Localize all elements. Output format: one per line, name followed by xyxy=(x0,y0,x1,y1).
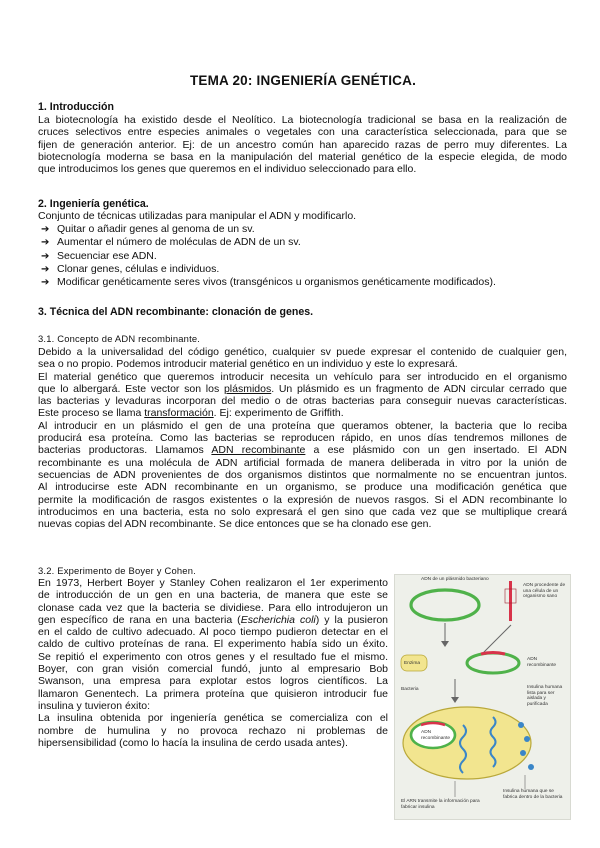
figure-label-bacteria: Bacteria xyxy=(401,687,419,692)
text-line: Debido a la universalidad del código genético, cualquier sv puede expresar el contenido de cualquier gen, xyxy=(38,346,567,358)
term-plasmidos: plásmidos xyxy=(223,382,272,395)
term-transformacion: transformación xyxy=(144,407,214,420)
text-line: recombinante es una molécula de ADN artificial formada de manera deliberada in vitro por la unión de xyxy=(38,456,567,469)
subsection-3-2-heading: 3.2. Experimento de Boyer y Cohen. xyxy=(38,565,196,576)
figure-label-recombinant-in-cell: ADN recombinante xyxy=(421,730,451,741)
species-name: Escherichia coli xyxy=(240,613,316,626)
text-line: secuencias de ADN provenientes de dos organismos distintos que normalmente no se encuentran juntos. xyxy=(38,468,567,481)
text-line: llamaron Genentech. La primera proteína que quisieron introducir fue xyxy=(38,687,388,700)
text-run: Este proceso se llama xyxy=(38,407,145,420)
text-line: nombre de humulina y no provoca rechazo ni problemas de xyxy=(38,724,388,737)
text-line: permite la modificación de rasgos existentes o la expresión de nuevos rasgos. Si el ADN recombinante lo xyxy=(38,493,567,506)
figure-label-recombinant: ADN recombinante xyxy=(527,657,557,668)
section-1-paragraph xyxy=(38,114,567,175)
term-adn-recombinante: ADN recombinante xyxy=(211,444,306,457)
text-line: hipersensibilidad (como lo hacía la insulina de cerdo usada antes). xyxy=(38,736,348,749)
subsection-3-1-heading: 3.1. Concepto de ADN recombinante. xyxy=(38,333,201,344)
text-line: que introducimos los genes que queremos en el individuo seleccionado para ello. xyxy=(38,163,417,176)
bullet-text: Clonar genes, células e individuos. xyxy=(57,262,220,275)
text-run: a ese plásmido con un gen insertado. El ADN xyxy=(305,444,567,457)
text-run: . Un plásmido es un fragmento de ADN circular cerrado que xyxy=(271,382,567,395)
arrow-icon: ➔ xyxy=(41,250,50,262)
arrow-icon: ➔ xyxy=(41,277,50,289)
bullet-item xyxy=(38,276,496,289)
insert-segment xyxy=(481,653,505,655)
insulin-dot xyxy=(524,736,530,742)
text-line: El material genético que queremos introducir necesita un vehículo para ser introducido en el organismo xyxy=(38,370,567,383)
figure-label-insulin-made: Insulina humana que se fabrica dentro de la bacteria xyxy=(503,789,563,800)
bullet-item xyxy=(38,250,496,263)
text-run: gen específico de rana en una bacteria ( xyxy=(38,613,241,626)
bullet-text: Quitar o añadir genes al genoma de un sv. xyxy=(57,223,255,235)
text-line xyxy=(38,407,567,419)
text-line: caldo de cultivo proteínas de rana. El experimento había sido un éxito. xyxy=(38,638,388,651)
bullet-item xyxy=(38,223,496,236)
text-line xyxy=(38,614,388,626)
text-line: sea o no propio. Podemos introducir material genético en un individuo y este lo expresará. xyxy=(38,358,458,371)
section-3-2-body xyxy=(38,577,388,749)
section-2-heading: 2. Ingeniería genética. xyxy=(38,198,149,210)
text-line: en el caldo de cultivo adecuado. Al poco tiempo pudieron detectar en el xyxy=(38,626,388,639)
text-line: las bacterias y levaduras incorporan del medio o de otras bacterias para conseguir nuevas características. xyxy=(38,395,567,408)
section-2-intro xyxy=(38,210,567,222)
arrow-icon: ➔ xyxy=(41,237,50,249)
recombinant-plasmid-shape xyxy=(467,653,519,673)
text-run: que lo albergará. Este vector son los xyxy=(38,382,224,395)
text-line: Al introducirse este ADN recombinante en un organismo, se produce una modificación genética que xyxy=(38,481,567,494)
arrow-head-icon xyxy=(441,641,449,647)
bullet-text: Secuenciar ese ADN. xyxy=(57,249,157,262)
section-3-heading: 3. Técnica del ADN recombinante: clonación de genes. xyxy=(38,306,314,318)
text-line: Se repitió el experimento con otros genes y el resultado fue el mismo. xyxy=(38,650,388,663)
plasmid-shape xyxy=(411,590,479,620)
text-line: Conjunto de técnicas utilizadas para manipular el ADN y modificarlo. xyxy=(38,210,357,222)
text-line: La biotecnología ha existido desde el Neolítico. La biotecnología tradicional se basa en la realización de xyxy=(38,114,567,126)
recombinant-dna-figure xyxy=(394,574,571,820)
insulin-dot xyxy=(518,722,524,728)
text-run: bacterias productoras. Llamamos xyxy=(38,444,212,457)
text-run: . Ej: experimento de Griffith. xyxy=(213,407,344,420)
text-line: nuevas copias del ADN recombinante. Se dice entonces que se ha clonado ese gen. xyxy=(38,518,432,531)
bullet-text: Modificar genéticamente seres vivos (transgénicos u organismos genéticamente modificados). xyxy=(57,276,496,289)
donor-dna-strand xyxy=(509,581,512,621)
text-line: biotecnología moderna se basa en la manipulación del material genético de la especie elegida, de modo xyxy=(38,150,567,163)
bullet-item xyxy=(38,236,496,249)
figure-label-enzyme: Enzima xyxy=(404,661,420,666)
bullet-text: Aumentar el número de moléculas de ADN de un sv. xyxy=(57,236,301,249)
text-line xyxy=(38,444,567,456)
text-line: La insulina obtenida por ingeniería genética se comercializa con el xyxy=(38,712,388,725)
arrow-icon: ➔ xyxy=(41,263,50,275)
text-line xyxy=(38,383,567,395)
insulin-dot xyxy=(520,750,526,756)
text-line: clonase cada vez que la bacteria se dividiese. Para ello introdujeron un xyxy=(38,601,388,614)
arrow-head-icon xyxy=(451,697,459,703)
figure-label-plasmid: ADN de un plásmido bacteriano xyxy=(421,577,489,582)
section-3-1-body xyxy=(38,346,567,530)
page-title: TEMA 20: INGENIERÍA GENÉTICA. xyxy=(189,73,417,88)
arrow-icon: ➔ xyxy=(41,224,50,235)
text-line: insulina y tuvieron éxito: xyxy=(38,699,151,712)
text-line: Al introducir en un plásmido el gen de una proteína que queramos obtener, la bacteria que lo reciba xyxy=(38,419,567,432)
text-line: de introducción de un gen en una bacteria, de manera que este se xyxy=(38,589,388,602)
text-line: introducimos en una bacteria, esta no solo expresará el gen sino que cada vez que se multiplique creará xyxy=(38,505,567,518)
text-line: fijen de generación anterior. Ej: de un ancestro común han aparecido razas de perro muy diferentes. La xyxy=(38,138,567,151)
figure-label-donor-dna: ADN procedente de una célula de un organismo sano xyxy=(523,583,566,600)
text-line: Boyer, con gran visión comercial fundó, junto al empresario Bob xyxy=(38,663,388,676)
section-2-bullet-list xyxy=(38,223,496,289)
text-line: producirá esa proteína. Como las bacterias se reproducen rápido, en unos días tendremos millones de xyxy=(38,432,567,445)
bullet-item xyxy=(38,263,496,276)
insulin-dot xyxy=(528,764,534,770)
figure-label-human-insulin: Insulina humana lista para ser aislada y purificada xyxy=(527,685,563,707)
text-line: cruces selectivos entre especies animales o vegetales con una característica seleccionada, para que se xyxy=(38,126,567,139)
figure-label-rna: El ARN transmite la información para fabricar insulina xyxy=(401,799,480,810)
text-run: ) y la pusieron xyxy=(315,613,389,626)
text-line: En 1973, Herbert Boyer y Stanley Cohen realizaron el 1er experimento xyxy=(38,577,388,589)
text-line: Swanson, una empresa para explotar estos logros científicos. La xyxy=(38,675,388,688)
arrow-line xyxy=(483,625,511,653)
section-1-heading: 1. Introducción xyxy=(38,101,114,113)
